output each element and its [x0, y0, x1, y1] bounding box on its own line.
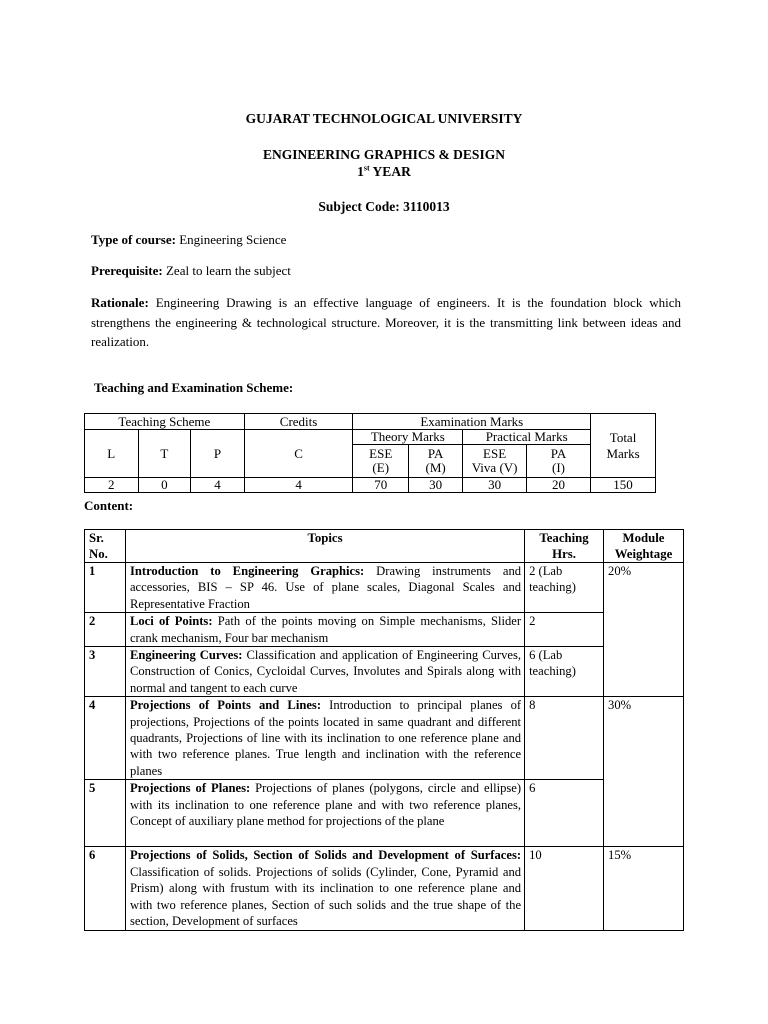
- type-of-course: Type of course: Engineering Science: [91, 232, 287, 247]
- content-table: [84, 529, 684, 931]
- credits-header: Credits: [244, 414, 353, 430]
- scheme-value: 0: [138, 478, 191, 493]
- theory-marks-header: Theory Marks: [353, 430, 463, 445]
- topic-cell: Engineering Curves: Classification and application of Engineering Curves, Construction of Conics, Cycloidal Curves, Involutes and Spirals along with normal and tangent to each curve: [125, 647, 524, 697]
- topic-cell: Projections of Solids, Section of Solids and Development of Surfaces: Classification of solids. Projections of solids (Cylinder, Cone, Pyramid and Prism) along with frustum with its inclination to one reference plane and with two reference planes, Section of such solids and the true shape of the section, Development of surfaces: [125, 847, 524, 931]
- pa-header: PA (M): [409, 445, 463, 478]
- hrs-cell: 6 (Lab teaching): [525, 647, 604, 697]
- sr-number: 3: [85, 647, 126, 697]
- hrs-cell: 6: [525, 780, 604, 847]
- sr-number: 1: [85, 563, 126, 613]
- col-weight-header: Module Weightage: [604, 530, 684, 563]
- rationale: Rationale: Engineering Drawing is an effective language of engineers. It is the foundation block which strengthens the engineering & technological structure. Moreover, it is the transmitting link between ideas and realization.: [91, 295, 681, 349]
- hrs-cell: 8: [525, 697, 604, 780]
- c-header: C: [244, 430, 353, 478]
- scheme-value: 2: [85, 478, 139, 493]
- sr-number: 6: [85, 847, 126, 931]
- table-row: [85, 780, 684, 847]
- scheme-table: [84, 413, 656, 493]
- year-line: 1st YEAR: [357, 163, 411, 179]
- t-header: T: [138, 430, 191, 478]
- topic-cell: Projections of Points and Lines: Introduction to principal planes of projections, Projections of the points located in same quadrant and different quadrants, Projections of line with its inclination to one reference plane and with two reference planes. True length and inclination with the reference planes: [125, 697, 524, 780]
- table-row: [85, 647, 684, 697]
- col-sr-header: Sr. No.: [85, 530, 126, 563]
- practical-marks-header: Practical Marks: [463, 430, 591, 445]
- sr-number: 5: [85, 780, 126, 847]
- scheme-value: 20: [526, 478, 590, 493]
- hrs-cell: 2 (Lab teaching): [525, 563, 604, 613]
- sr-number: 4: [85, 697, 126, 780]
- table-row: [85, 697, 684, 780]
- table-row: [85, 847, 684, 931]
- scheme-value: 4: [191, 478, 244, 493]
- exam-marks-header: Examination Marks: [353, 414, 591, 430]
- sr-number: 2: [85, 613, 126, 647]
- scheme-value: 150: [591, 478, 656, 493]
- weight-cell: 30%: [604, 697, 684, 847]
- scheme-value: 70: [353, 478, 409, 493]
- total-marks-header: Total Marks: [591, 414, 656, 478]
- prerequisite: Prerequisite: Zeal to learn the subject: [91, 263, 291, 278]
- topic-cell: Projections of Planes: Projections of planes (polygons, circle and ellipse) with its inclination to one reference plane and with two reference planes, Concept of auxiliary plane method for projections of the plane: [125, 780, 524, 847]
- hrs-cell: 2: [525, 613, 604, 647]
- ese-header: ESE (E): [353, 445, 409, 478]
- scheme-heading: Teaching and Examination Scheme:: [94, 380, 294, 395]
- ese-viva-header: ESE Viva (V): [463, 445, 527, 478]
- weight-cell: 20%: [604, 563, 684, 697]
- subject-code: Subject Code: 3110013: [318, 199, 450, 214]
- topic-cell: Loci of Points: Path of the points moving on Simple mechanisms, Slider crank mechanism, Four bar mechanism: [125, 613, 524, 647]
- subject-title: ENGINEERING GRAPHICS & DESIGN: [263, 147, 505, 162]
- hrs-cell: 10: [525, 847, 604, 931]
- l-header: L: [85, 430, 139, 478]
- university-title: GUJARAT TECHNOLOGICAL UNIVERSITY: [245, 111, 523, 126]
- content-heading: Content:: [84, 498, 134, 513]
- teaching-scheme-header: Teaching Scheme: [85, 414, 245, 430]
- col-topics-header: Topics: [125, 530, 524, 563]
- scheme-value: 30: [463, 478, 527, 493]
- table-row: [85, 613, 684, 647]
- topic-cell: Introduction to Engineering Graphics: Drawing instruments and accessories, BIS – SP 46. Use of plane scales, Diagonal Scales and Representative Fraction: [125, 563, 524, 613]
- scheme-value: 4: [244, 478, 353, 493]
- col-hrs-header: Teaching Hrs.: [525, 530, 604, 563]
- pa-i-header: PA (I): [526, 445, 590, 478]
- weight-cell: 15%: [604, 847, 684, 931]
- table-row: [85, 563, 684, 613]
- scheme-value: 30: [409, 478, 463, 493]
- p-header: P: [191, 430, 244, 478]
